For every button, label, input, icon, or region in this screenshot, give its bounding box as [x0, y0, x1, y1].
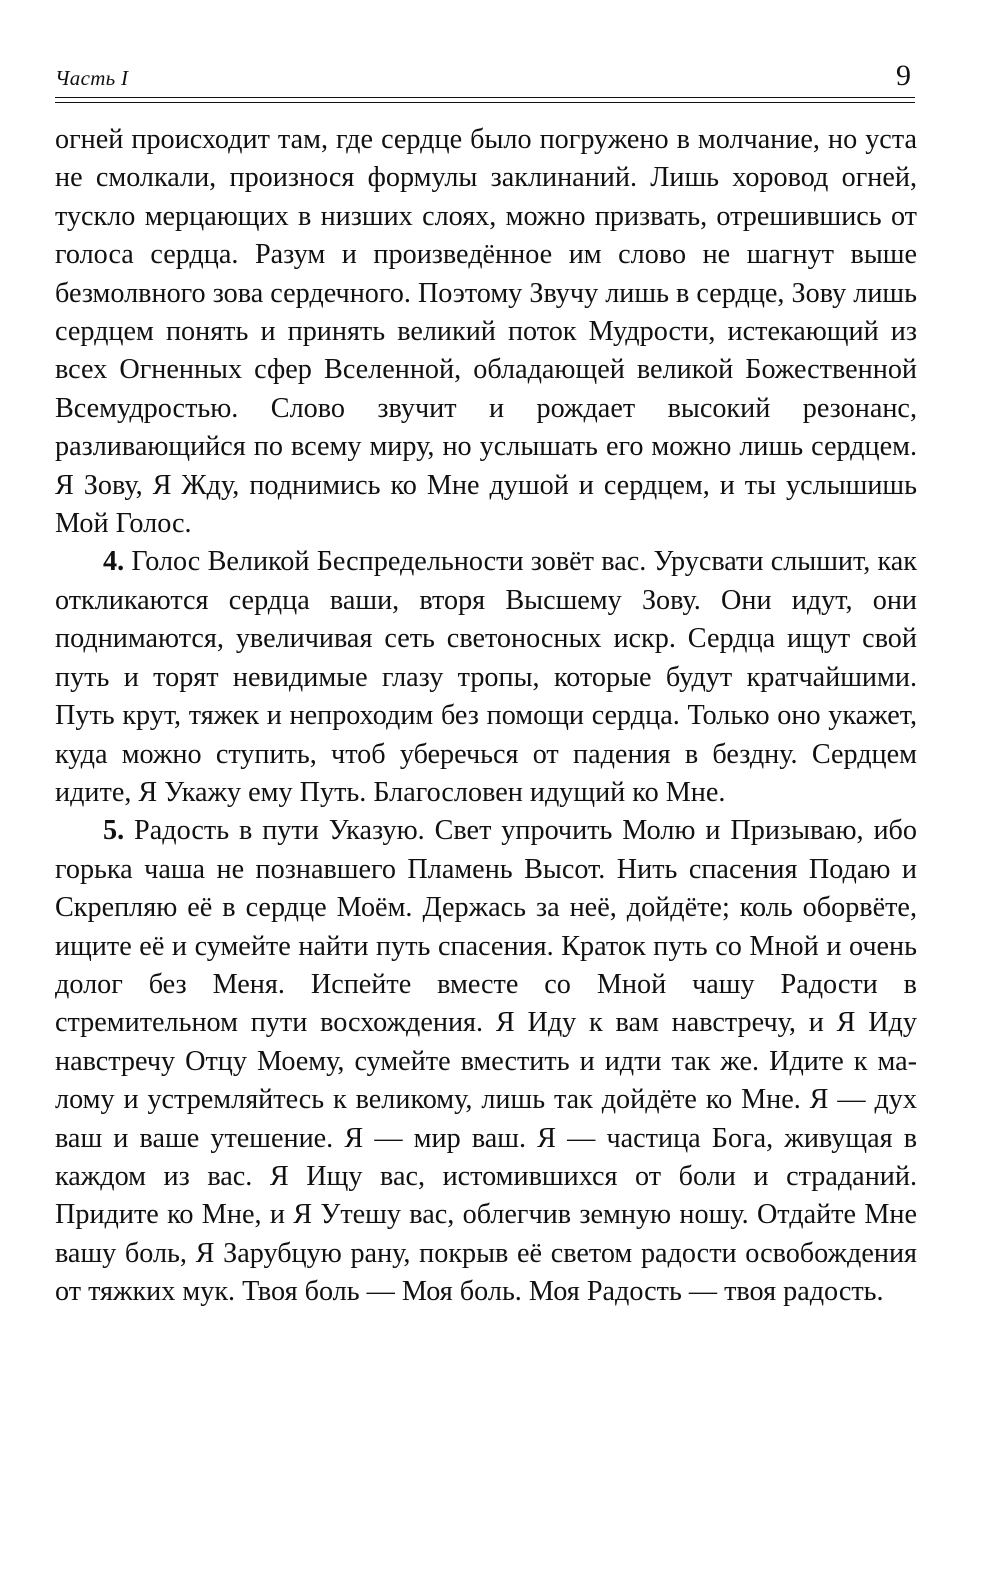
paragraph-4	[55, 543, 917, 812]
section-title: Часть I	[55, 66, 129, 90]
header-rule-thin	[55, 97, 915, 98]
paragraph-number: 5.	[103, 815, 125, 847]
paragraph-5	[55, 812, 917, 1311]
paragraph-text: Голос Великой Беспредельности зовёт вас. Урусвати слышит, как откликаются сердца ваши, вторя Высшему Зову. Они идут, они поднимаются, увеличивая сеть светоносных искр. Сердца ищут свой путь и торят невидимые глазу тропы, которые будут кратчайшими. Путь крут, тяжек и непроходим без помощи сердца. Только оно укажет, куда можно ступить, чтоб уберечься от падения в бездну. Сердцем идите, Я Укажу ему Путь. Благословен идущий ко Мне.	[55, 546, 917, 808]
running-header	[55, 55, 915, 95]
page-number: 9	[896, 59, 911, 92]
header-rule-double	[55, 102, 915, 103]
continuation-paragraph: огней происходит там, где сердце было погружено в молчание, но уста не смолкали, произнося формулы заклинаний. Лишь хоровод огней, тускло мерцающих в низших слоях, можно призвать, отрешившись от голоса сердца. Разум и произведённое им слово не шагнут выше безмолвного зова сердечного. Поэтому Звучу лишь в сердце, Зову лишь сердцем понять и принять великий поток Мудрости, истекающий из всех Огненных сфер Вселенной, обладающей великой Божественной Всемудростью. Слово звучит и рождает высокий резонанс, разливающийся по всему миру, но услышать его можно лишь сердцем. Я Зову, Я Жду, поднимись ко Мне душой и сердцем, и ты услышишь Мой Голос.	[55, 124, 917, 540]
paragraph-number: 4.	[103, 546, 125, 578]
page-body	[55, 121, 917, 1312]
paragraph-text: Радость в пути Указую. Свет упрочить Молю и Призываю, ибо горька чаша не познавшего Пламень Высот. Нить спасения Подаю и Скрепляю её в сердце Моём. Держась за неё, дойдёте; коль оборвёте, ищите её и сумейте найти путь спасения. Краток путь со Мной и очень долог без Меня. Испейте вместе со Мной чашу Радости в стремительном пути восхождения. Я Иду к вам навстречу, и Я Иду навстречу Отцу Моему, сумейте вместить и идти так же. Идите к малому и устремляйтесь к великому, лишь так дойдёте ко Мне. Я — дух ваш и ваше утешение. Я — мир ваш. Я — частица Бога, живущая в каждом из вас. Я Ищу вас, истомившихся от боли и страданий. Придите ко Мне, и Я Утешу вас, облегчив земную ношу. Отдайте Мне вашу боль, Я Зарубцую рану, покрыв её светом радости освобождения от тяжких мук. Твоя боль — Моя боль. Моя Радость — твоя радость.	[55, 815, 917, 1308]
